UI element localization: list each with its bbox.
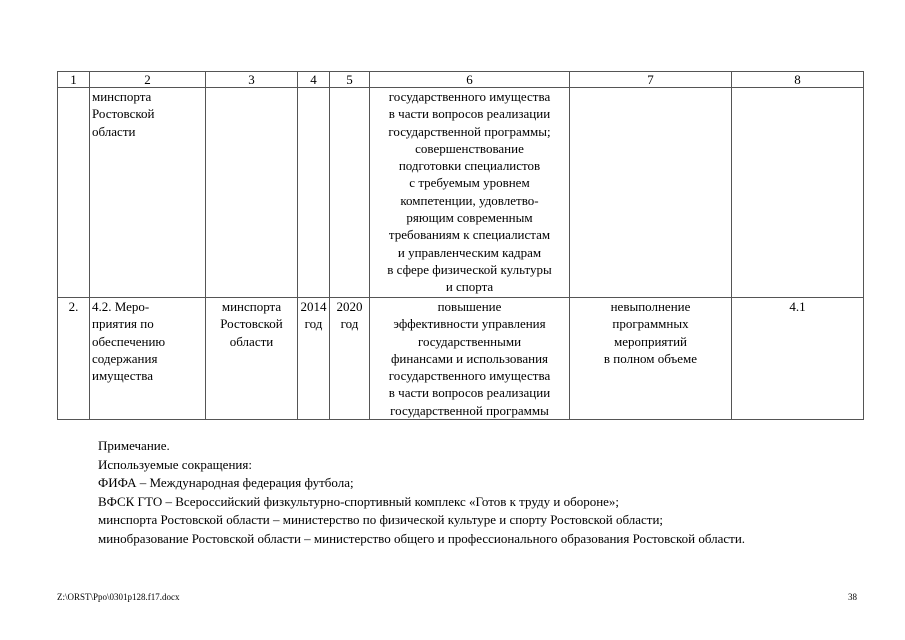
table-row (58, 298, 864, 420)
table-cell (298, 88, 330, 298)
table-cell-executor: минспорта Ростовской области (90, 88, 206, 298)
table-cell (732, 88, 864, 298)
header-cell: 8 (732, 72, 864, 88)
header-cell: 6 (370, 72, 570, 88)
table-cell-executor: минспорта Ростовской области (206, 298, 298, 420)
table-cell-link: 4.1 (732, 298, 864, 420)
notes-item: ВФСК ГТО – Всероссийский физкультурно-спортивный комплекс «Готов к труду и обороне»; (98, 493, 620, 509)
table-row (58, 88, 864, 298)
notes-item: ФИФА – Международная федерация футбола; (98, 475, 354, 491)
notes-title: Примечание. (98, 438, 170, 453)
notes-item: минспорта Ростовской области – министерство по физической культуре и спорту Ростовской области; (98, 512, 664, 528)
table-cell-consequences: невыполнение программных мероприятий в полном объеме (570, 298, 732, 420)
footer-file-path: Z:\ORST\Ppo\0301p128.f17.docx (57, 592, 180, 602)
footer-page-number: 38 (848, 592, 857, 602)
table-cell-result: государственного имущества в части вопросов реализации государственной программы; совершенствование подготовки специалистов с требуемым уровнем компетенции, удовлетво- ряющим современным требованиям к специалистам и управленческим кадрам в сфере физической культуры и спорта (370, 88, 570, 298)
notes-abbr-heading: Используемые сокращения: (98, 456, 252, 472)
header-cell: 7 (570, 72, 732, 88)
measures-table (57, 71, 864, 420)
table-header-row (58, 72, 864, 88)
table-cell-measure: 4.2. Меро- приятия по обеспечению содержания имущества (90, 298, 206, 420)
table-cell-result: повышение эффективности управления государственными финансами и использования государственного имущества в части вопросов реализации государственной программы (370, 298, 570, 420)
header-cell: 3 (206, 72, 298, 88)
table-cell-start-year: 2014 год (298, 298, 330, 420)
header-cell: 1 (58, 72, 90, 88)
notes-block (98, 437, 745, 549)
table-cell-end-year: 2020 год (330, 298, 370, 420)
table-cell (570, 88, 732, 298)
table-cell (330, 88, 370, 298)
table-cell (58, 88, 90, 298)
table-cell-number: 2. (58, 298, 90, 420)
header-cell: 4 (298, 72, 330, 88)
header-cell: 5 (330, 72, 370, 88)
notes-item: минобразование Ростовской области – министерство общего и профессионального образования Ростовской области. (98, 530, 746, 546)
table-cell (206, 88, 298, 298)
header-cell: 2 (90, 72, 206, 88)
